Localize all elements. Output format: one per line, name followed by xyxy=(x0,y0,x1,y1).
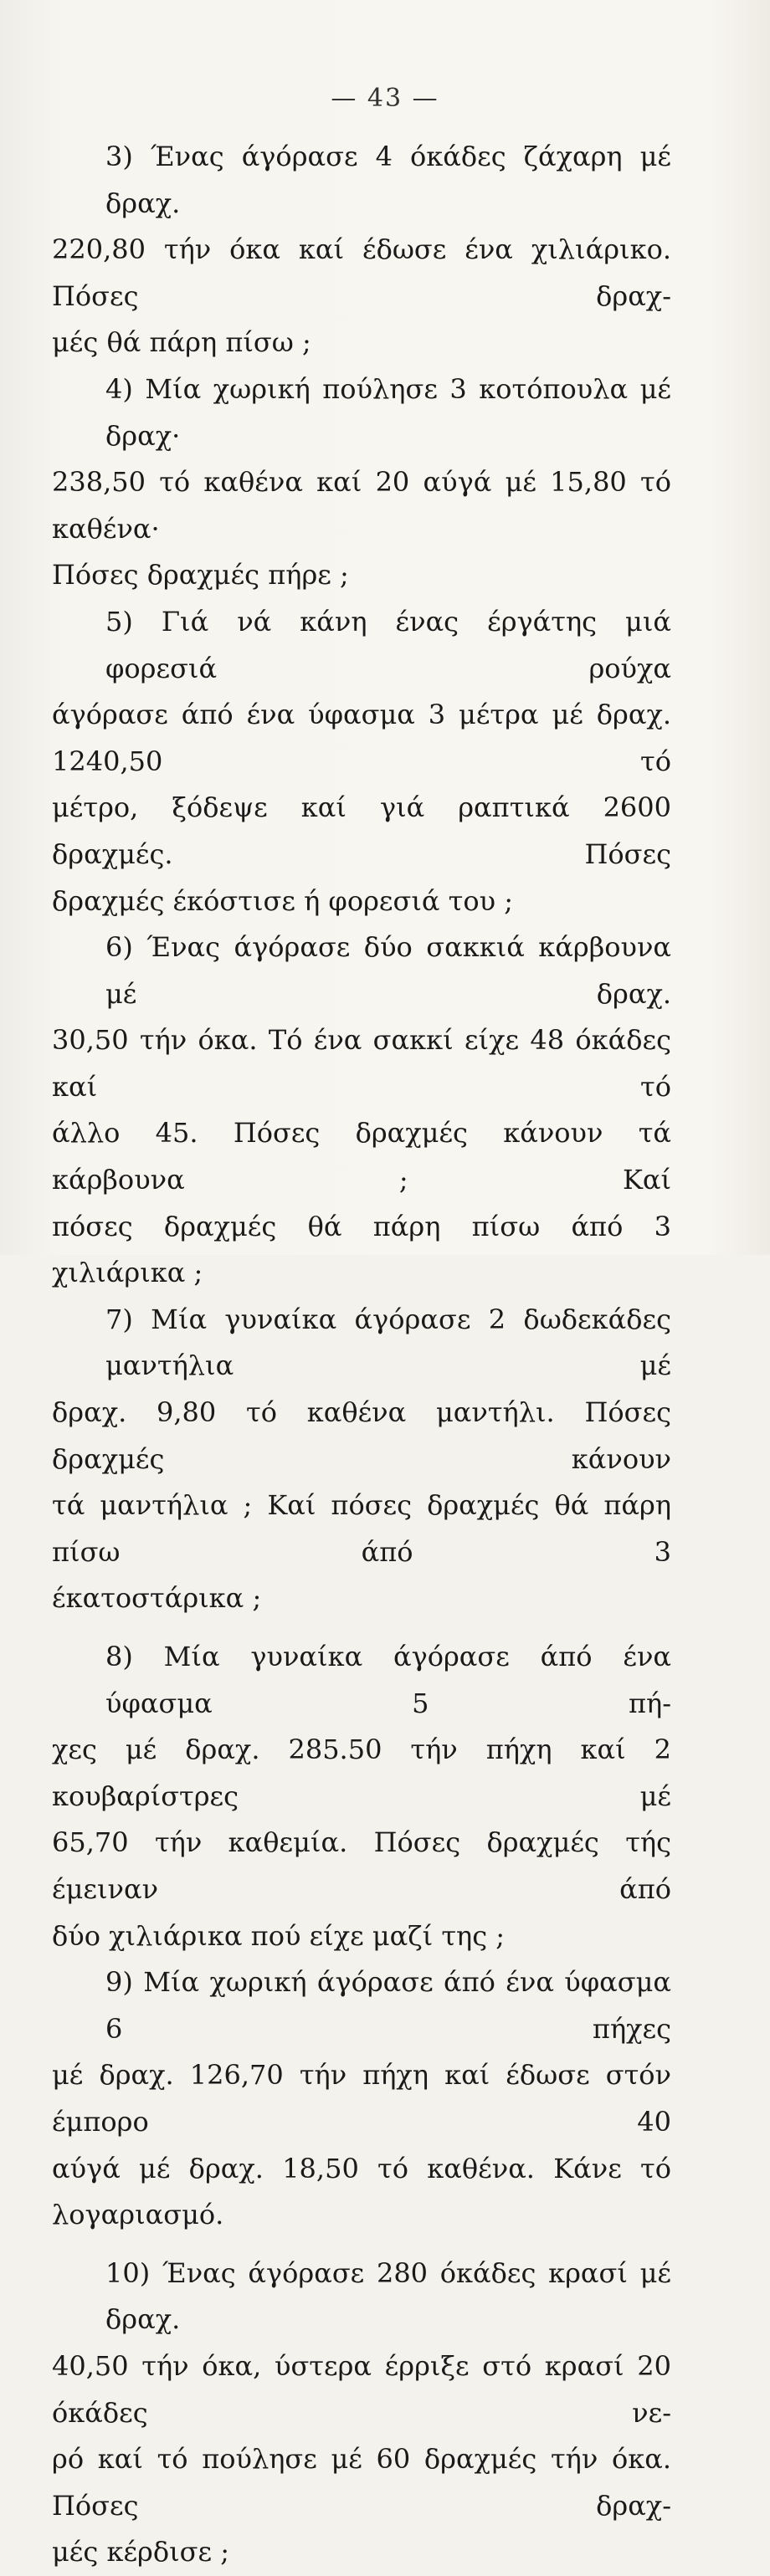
problem-line: τά μαντήλια ; Καί πόσες δραχμές θά πάρη πίσω άπό 3 xyxy=(52,1489,671,1568)
problem-line: 4) Μία χωρική πούλησε 3 κοτόπουλα μέ δραχ· xyxy=(105,372,671,452)
problem-line: 30,50 τήν όκα. Τό ένα σακκί είχε 48 όκάδες καί τό xyxy=(52,1024,671,1103)
problem-line: πόσες δραχμές θά πάρη πίσω άπό 3 χιλιάρικα ; xyxy=(52,1210,671,1289)
problem-line: μές θά πάρη πίσω ; xyxy=(52,326,311,359)
problem-line: 65,70 τήν καθεμία. Πόσες δραχμές τής έμειναν άπό xyxy=(52,1826,671,1905)
problem-line: 6) Ένας άγόρασε δύο σακκιά κάρβουνα μέ δραχ. xyxy=(105,931,671,1010)
problem-3 xyxy=(52,134,671,366)
problem-10 xyxy=(52,2251,671,2576)
problem-line: δύο χιλιάρικα πού είχε μαζί της ; xyxy=(52,1919,506,1952)
problem-line: Πόσες δραχμές πήρε ; xyxy=(52,559,349,592)
problem-line: 220,80 τήν όκα καί έδωσε ένα χιλιάρικο. Πόσες δραχ- xyxy=(52,233,671,312)
problem-7 xyxy=(52,1297,671,1622)
problem-6 xyxy=(52,924,671,1297)
problem-line: 5) Γιά νά κάνη ένας έργάτης μιά φορεσιά ρούχα xyxy=(105,605,671,684)
exercise-list xyxy=(52,134,671,2576)
problem-line: άλλο 45. Πόσες δραχμές κάνουν τά κάρβουνα ; Καί xyxy=(52,1117,671,1196)
problem-line: 238,50 τό καθένα καί 20 αύγά μέ 15,80 τό καθένα· xyxy=(52,466,671,545)
problem-line: έκατοστάρικα ; xyxy=(52,1582,262,1615)
problem-line: μές κέρδισε ; xyxy=(52,2536,230,2568)
problem-line: μέ δραχ. 126,70 τήν πήχη καί έδωσε στόν έμπορο 40 xyxy=(52,2059,671,2138)
problem-5 xyxy=(52,599,671,924)
problem-line: 40,50 τήν όκα, ύστερα έρριξε στό κρασί 20 όκάδες νε- xyxy=(52,2349,671,2429)
problem-line: δραχ. 9,80 τό καθένα μαντήλι. Πόσες δραχμές κάνουν xyxy=(52,1396,671,1475)
problem-line: μέτρο, ξόδεψε καί γιά ραπτικά 2600 δραχμές. Πόσες xyxy=(52,791,671,870)
problem-line: ρό καί τό πούλησε μέ 60 δραχμές τήν όκα. Πόσες δραχ- xyxy=(52,2443,671,2522)
problem-9 xyxy=(52,1959,671,2239)
problem-4 xyxy=(52,366,671,599)
problem-line: 7) Μία γυναίκα άγόρασε 2 δωδεκάδες μαντήλια μέ xyxy=(105,1303,671,1382)
problem-line: 3) Ένας άγόρασε 4 όκάδες ζάχαρη μέ δραχ. xyxy=(105,141,671,219)
problem-line: δραχμές έκόστισε ή φορεσιά του ; xyxy=(52,884,514,917)
problem-line: χες μέ δραχ. 285.50 τήν πήχη καί 2 κουβαρίστρες μέ xyxy=(52,1734,671,1812)
problem-line: άγόρασε άπό ένα ύφασμα 3 μέτρα μέ δραχ. 1240,50 τό xyxy=(52,699,671,777)
problem-line: 9) Μία χωρική άγόρασε άπό ένα ύφασμα 6 πήχες xyxy=(105,1966,671,2045)
problem-line: 8) Μία γυναίκα άγόρασε άπό ένα ύφασμα 5 πή- xyxy=(105,1641,671,1719)
problem-line: αύγά μέ δραχ. 18,50 τό καθένα. Κάνε τό λογαριασμό. xyxy=(52,2152,671,2231)
problem-8 xyxy=(52,1634,671,1959)
page-number: — 43 — xyxy=(331,84,439,113)
problem-line: 10) Ένας άγόρασε 280 όκάδες κρασί μέ δραχ. xyxy=(105,2256,671,2336)
